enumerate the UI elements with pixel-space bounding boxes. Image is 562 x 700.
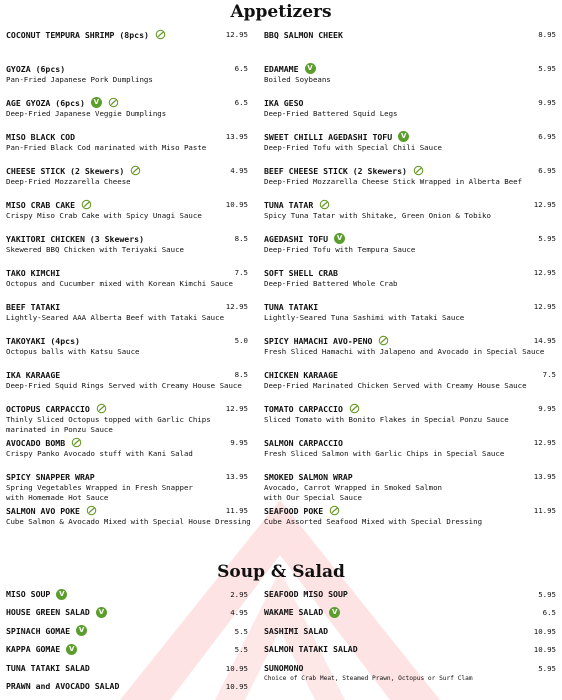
menu-item-name: SUNOMONO	[264, 662, 304, 673]
appetizers-left-column	[6, 28, 251, 538]
menu-item-description: Deep-Fried Tofu with Special Chili Sauce	[264, 143, 442, 152]
vegetarian-icon: V	[334, 233, 345, 244]
menu-item-name: SEAFOOD POKE	[264, 505, 324, 516]
menu-item-description: Fresh Sliced Salmon with Garlic Chips in Special Sauce	[264, 449, 505, 458]
menu-item-description: Octopus and Cucumber mixed with Korean Kimchi Sauce	[6, 279, 233, 288]
menu-item-description: Deep-Fried Mozzarella Cheese	[6, 177, 131, 186]
menu-item	[264, 96, 556, 130]
menu-item-description: Fresh Sliced Hamachi with Jalapeno and Avocado in Special Sauce	[264, 347, 545, 356]
menu-item-name: PRAWN and AVOCADO SALAD	[6, 680, 120, 691]
menu-item	[264, 470, 556, 504]
menu-item	[6, 198, 248, 232]
soup-left-column	[6, 588, 248, 698]
menu-item-description: Deep-Fried Japanese Veggie Dumplings	[6, 109, 167, 118]
menu-item	[6, 130, 248, 164]
menu-item	[6, 643, 248, 661]
menu-item-description: Choice of Crab Meat, Steamed Prawn, Octopus or Surf Clam	[264, 674, 473, 682]
spicy-icon	[71, 437, 82, 448]
menu-item-price: 10.95	[225, 200, 248, 209]
menu-item-price: 6.5	[234, 64, 248, 73]
menu-item-description: Lightly-Seared Tuna Sashimi with Tataki Sauce	[264, 313, 465, 322]
menu-item	[264, 198, 556, 232]
menu-item-price: 9.95	[538, 98, 556, 107]
vegetarian-icon: V	[96, 607, 107, 618]
menu-item-description: Octopus balls with Katsu Sauce	[6, 347, 140, 356]
menu-item	[264, 334, 556, 368]
menu-item-price: 5.95	[538, 234, 556, 243]
spicy-icon	[349, 403, 360, 414]
menu-item-name: CHEESE STICK (2 Skewers)	[6, 165, 125, 176]
menu-item-name: KAPPA GOMAE	[6, 644, 61, 655]
menu-item	[6, 368, 248, 402]
menu-item	[6, 402, 248, 436]
vegetarian-icon: V	[329, 607, 340, 618]
menu-item-name: CHICKEN KARAAGE	[264, 369, 338, 380]
menu-item-price: 11.95	[533, 506, 556, 515]
menu-item-description: Skewered BBQ Chicken with Teriyaki Sauce	[6, 245, 184, 254]
menu-item-price: 5.5	[234, 645, 248, 655]
menu-item-price: 5.95	[538, 590, 556, 599]
menu-item-name: SWEET CHILLI AGEDASHI TOFU	[264, 131, 393, 142]
menu-item-name: BEEF CHEESE STICK (2 Skewers)	[264, 165, 407, 176]
menu-item-price: 4.95	[230, 608, 248, 618]
menu-item	[6, 232, 248, 266]
menu-item-price: 11.95	[225, 506, 248, 515]
menu-item	[6, 62, 248, 96]
menu-item-name: SALMON CARPACCIO	[264, 437, 343, 448]
menu-item-description: Avocado, Carrot Wrapped in Smoked Salmon	[264, 483, 442, 492]
menu-item	[264, 62, 556, 96]
spicy-icon	[130, 165, 141, 176]
menu-item	[6, 625, 248, 643]
menu-item-description: Crispy Panko Avocado stuff with Kani Salad	[6, 449, 193, 458]
menu-item-price: 10.95	[225, 681, 248, 691]
appetizers-right-column	[264, 28, 556, 538]
menu-item-name: TAKOYAKI (4pcs)	[6, 335, 80, 346]
menu-item-description: Sliced Tomato with Bonito Flakes in Special Ponzu Sauce	[264, 415, 509, 424]
menu-item-price: 6.5	[542, 608, 556, 618]
menu-item-description: Deep-Fried Marinated Chicken Served with Creamy House Sauce	[264, 381, 527, 390]
menu-item-price: 8.95	[538, 30, 556, 39]
menu-item-name: GYOZA (6pcs)	[6, 63, 66, 74]
menu-item-name: AGE GYOZA (6pcs)	[6, 97, 85, 108]
menu-item	[6, 334, 248, 368]
menu-item	[264, 643, 556, 661]
menu-item-price: 5.0	[234, 336, 248, 345]
spicy-icon	[108, 97, 119, 108]
menu-item-price: 12.95	[225, 404, 248, 413]
menu-item-price: 9.95	[538, 404, 556, 413]
menu-item-description: Spring Vegetables Wrapped in Fresh Snapper	[6, 483, 193, 492]
menu-item-description: Lightly-Seared AAA Alberta Beef with Tataki Sauce	[6, 313, 225, 322]
menu-item-name: IKA KARAAGE	[6, 369, 61, 380]
menu-item-description: Cube Salmon & Avocado Mixed with Special House Dressing	[6, 517, 251, 526]
menu-item-name: AVOCADO BOMB	[6, 437, 66, 448]
menu-item-name: SMOKED SALMON WRAP	[264, 471, 353, 482]
menu-item	[264, 130, 556, 164]
spicy-icon	[86, 505, 97, 516]
menu-item	[6, 606, 248, 624]
menu-item-price: 8.5	[234, 234, 248, 243]
menu-item	[264, 625, 556, 643]
menu-item	[6, 588, 248, 606]
menu-item-price: 12.95	[225, 302, 248, 311]
menu-item	[264, 504, 556, 538]
menu-item-price: 2.95	[230, 590, 248, 599]
menu-item-description: Deep-Fried Mozzarella Cheese Stick Wrapped in Alberta Beef	[264, 177, 523, 186]
menu-item-description: Thinly Sliced Octopus topped with Garlic Chips	[6, 415, 211, 424]
menu-item-price: 12.95	[533, 438, 556, 447]
menu-item-name: TOMATO CARPACCIO	[264, 403, 343, 414]
spicy-icon	[96, 403, 107, 414]
menu-item-price: 5.95	[538, 64, 556, 73]
menu-item-name: COCONUT TEMPURA SHRIMP (8pcs)	[6, 29, 149, 40]
menu-item	[264, 436, 556, 470]
menu-item-description: Pan-Fried Japanese Pork Dumplings	[6, 75, 153, 84]
spicy-icon	[413, 165, 424, 176]
menu-item-price: 10.95	[225, 663, 248, 673]
soup-salad-title: Soup & Salad	[217, 562, 345, 582]
menu-item	[6, 164, 248, 198]
menu-item-price: 9.95	[230, 438, 248, 447]
menu-item	[6, 662, 248, 680]
menu-item-price: 5.5	[234, 626, 248, 636]
vegetarian-icon: V	[76, 625, 87, 636]
menu-item-name: TUNA TATAKI	[264, 301, 319, 312]
vegetarian-icon: V	[66, 644, 77, 655]
spicy-icon	[329, 505, 340, 516]
appetizers-title: Appetizers	[230, 2, 332, 22]
menu-item-description: Spicy Tuna Tatar with Shitake, Green Onion & Tobiko	[264, 211, 491, 220]
menu-item-name: TAKO KIMCHI	[6, 267, 61, 278]
menu-item-name: YAKITORI CHICKEN (3 Skewers)	[6, 233, 145, 244]
vegetarian-icon: V	[305, 63, 316, 74]
menu-item-description: Deep-Fried Battered Whole Crab	[264, 279, 398, 288]
menu-item-price: 6.95	[538, 166, 556, 175]
menu-item	[264, 662, 556, 680]
menu-item-price: 12.95	[533, 200, 556, 209]
menu-item-name: SPINACH GOMAE	[6, 625, 71, 636]
menu-item-name: SPICY HAMACHI AVO-PENO	[264, 335, 373, 346]
menu-item	[264, 606, 556, 624]
menu-item-price: 13.95	[225, 132, 248, 141]
spicy-icon	[81, 199, 92, 210]
menu-item-price: 10.95	[533, 626, 556, 636]
menu-item-name: SALMON TATAKI SALAD	[264, 644, 358, 655]
soup-right-column	[264, 588, 556, 680]
menu-item	[264, 300, 556, 334]
menu-item-price: 12.95	[533, 302, 556, 311]
menu-item-name: SOFT SHELL CRAB	[264, 267, 338, 278]
menu-item	[6, 504, 251, 538]
spicy-icon	[319, 199, 330, 210]
menu-item-name: BEEF TATAKI	[6, 301, 61, 312]
menu-item-description: Boiled Soybeans	[264, 75, 331, 84]
menu-item-price: 12.95	[533, 268, 556, 277]
menu-item-name: WAKAME SALAD	[264, 607, 324, 618]
menu-item-name: MISO CRAB CAKE	[6, 199, 76, 210]
menu-item-description: with Homemade Hot Sauce	[6, 493, 109, 502]
menu-item-name: HOUSE GREEN SALAD	[6, 607, 90, 618]
menu-item-name: IKA GESO	[264, 97, 304, 108]
menu-item-name: BBQ SALMON CHEEK	[264, 29, 343, 40]
menu-item-description: Crispy Miso Crab Cake with Spicy Unagi Sauce	[6, 211, 202, 220]
menu-item-price: 6.5	[234, 98, 248, 107]
menu-item-price: 7.5	[234, 268, 248, 277]
menu-item-price: 4.95	[230, 166, 248, 175]
menu-item	[6, 266, 248, 300]
menu-item-price: 13.95	[533, 472, 556, 481]
vegetarian-icon: V	[91, 97, 102, 108]
spicy-icon	[378, 335, 389, 346]
menu-item-price: 10.95	[533, 645, 556, 655]
menu-item-name: MISO BLACK COD	[6, 131, 76, 142]
menu-item	[6, 300, 248, 334]
menu-item-price: 13.95	[225, 472, 248, 481]
menu-item-name: TUNA TATAR	[264, 199, 314, 210]
menu-item-description: Cube Assorted Seafood Mixed with Special Dressing	[264, 517, 483, 526]
menu-item-name: OCTOPUS CARPACCIO	[6, 403, 90, 414]
menu-item-description: Pan-Fried Black Cod marinated with Miso Paste	[6, 143, 207, 152]
menu-item-price: 14.95	[533, 336, 556, 345]
vegetarian-icon: V	[398, 131, 409, 142]
menu-item-name: TUNA TATAKI SALAD	[6, 662, 90, 673]
menu-item	[264, 164, 556, 198]
menu-item-description: Deep-Fried Squid Rings Served with Creamy House Sauce	[6, 381, 242, 390]
menu-item	[264, 28, 556, 62]
menu-item	[264, 266, 556, 300]
menu-item	[6, 470, 248, 504]
menu-item	[6, 28, 248, 62]
menu-item-description: marinated in Ponzu Sauce	[6, 425, 113, 434]
menu-item-price: 6.95	[538, 132, 556, 141]
menu-item	[264, 402, 556, 436]
menu-item-name: SEAFOOD MISO SOUP	[264, 589, 348, 599]
menu-item-name: SALMON AVO POKE	[6, 505, 80, 516]
menu-item	[264, 232, 556, 266]
menu-item-name: MISO SOUP	[6, 589, 51, 599]
menu-item-price: 5.95	[538, 663, 556, 673]
spicy-icon	[155, 29, 166, 40]
menu-item	[6, 436, 248, 470]
menu-item-price: 7.5	[542, 370, 556, 379]
menu-item-name: AGEDASHI TOFU	[264, 233, 329, 244]
menu-item-description: Deep-Fried Battered Squid Legs	[264, 109, 398, 118]
menu-item-price: 8.5	[234, 370, 248, 379]
menu-item-name: SPICY SNAPPER WRAP	[6, 471, 95, 482]
menu-item	[6, 680, 248, 698]
menu-item-price: 12.95	[225, 30, 248, 39]
menu-item-description: with Our Special Sauce	[264, 493, 362, 502]
menu-item	[264, 368, 556, 402]
menu-item	[6, 96, 248, 130]
vegetarian-icon: V	[56, 589, 67, 600]
menu-item-name: EDAMAME	[264, 63, 299, 74]
menu-item	[264, 588, 556, 606]
menu-item-name: SASHIMI SALAD	[264, 625, 329, 636]
menu-item-description: Deep-Fried Tofu with Tempura Sauce	[264, 245, 416, 254]
